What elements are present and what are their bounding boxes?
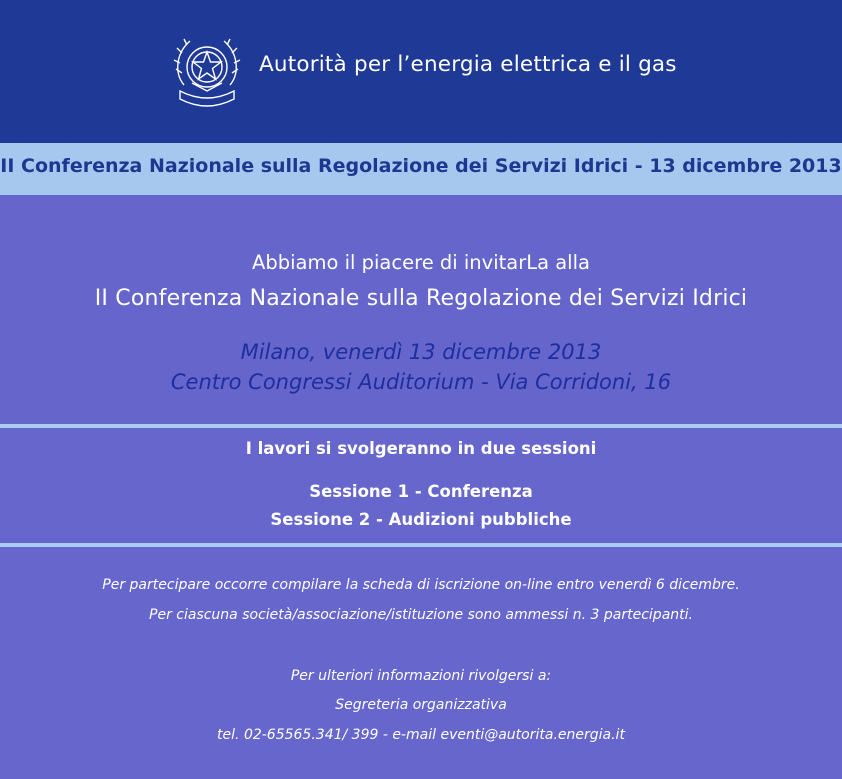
organization-name: Autorità per l’energia elettrica e il gas bbox=[259, 52, 677, 77]
header bbox=[0, 0, 842, 143]
organizer-name: Segreteria organizzativa bbox=[335, 697, 507, 713]
invitation-intro: Abbiamo il piacere di invitarLa alla bbox=[252, 251, 590, 274]
section-divider bbox=[0, 424, 842, 428]
conference-title: II Conferenza Nazionale sulla Regolazione dei Servizi Idrici bbox=[94, 286, 748, 311]
session-item: Sessione 2 - Audizioni pubbliche bbox=[270, 510, 572, 529]
contact-details: tel. 02-65565.341/ 399 - e-mail eventi@autorita.energia.it bbox=[217, 727, 625, 743]
section-divider bbox=[0, 543, 842, 547]
sessions-heading: I lavori si svolgeranno in due sessioni bbox=[245, 439, 597, 458]
participants-note: Per ciascuna società/associazione/istituzione sono ammessi n. 3 partecipanti. bbox=[149, 607, 693, 623]
contact-heading: Per ulteriori informazioni rivolgersi a: bbox=[290, 668, 552, 684]
registration-note: Per partecipare occorre compilare la scheda di iscrizione on-line entro venerdì 6 dicembre. bbox=[102, 577, 740, 593]
italian-republic-emblem-icon bbox=[172, 33, 242, 113]
session-item: Sessione 1 - Conferenza bbox=[309, 482, 533, 501]
banner-title: II Conferenza Nazionale sulla Regolazione dei Servizi Idrici - 13 dicembre 2013 bbox=[0, 155, 842, 177]
event-date: Milano, venerdì 13 dicembre 2013 bbox=[240, 340, 602, 364]
event-venue: Centro Congressi Auditorium - Via Corridoni, 16 bbox=[170, 370, 672, 394]
